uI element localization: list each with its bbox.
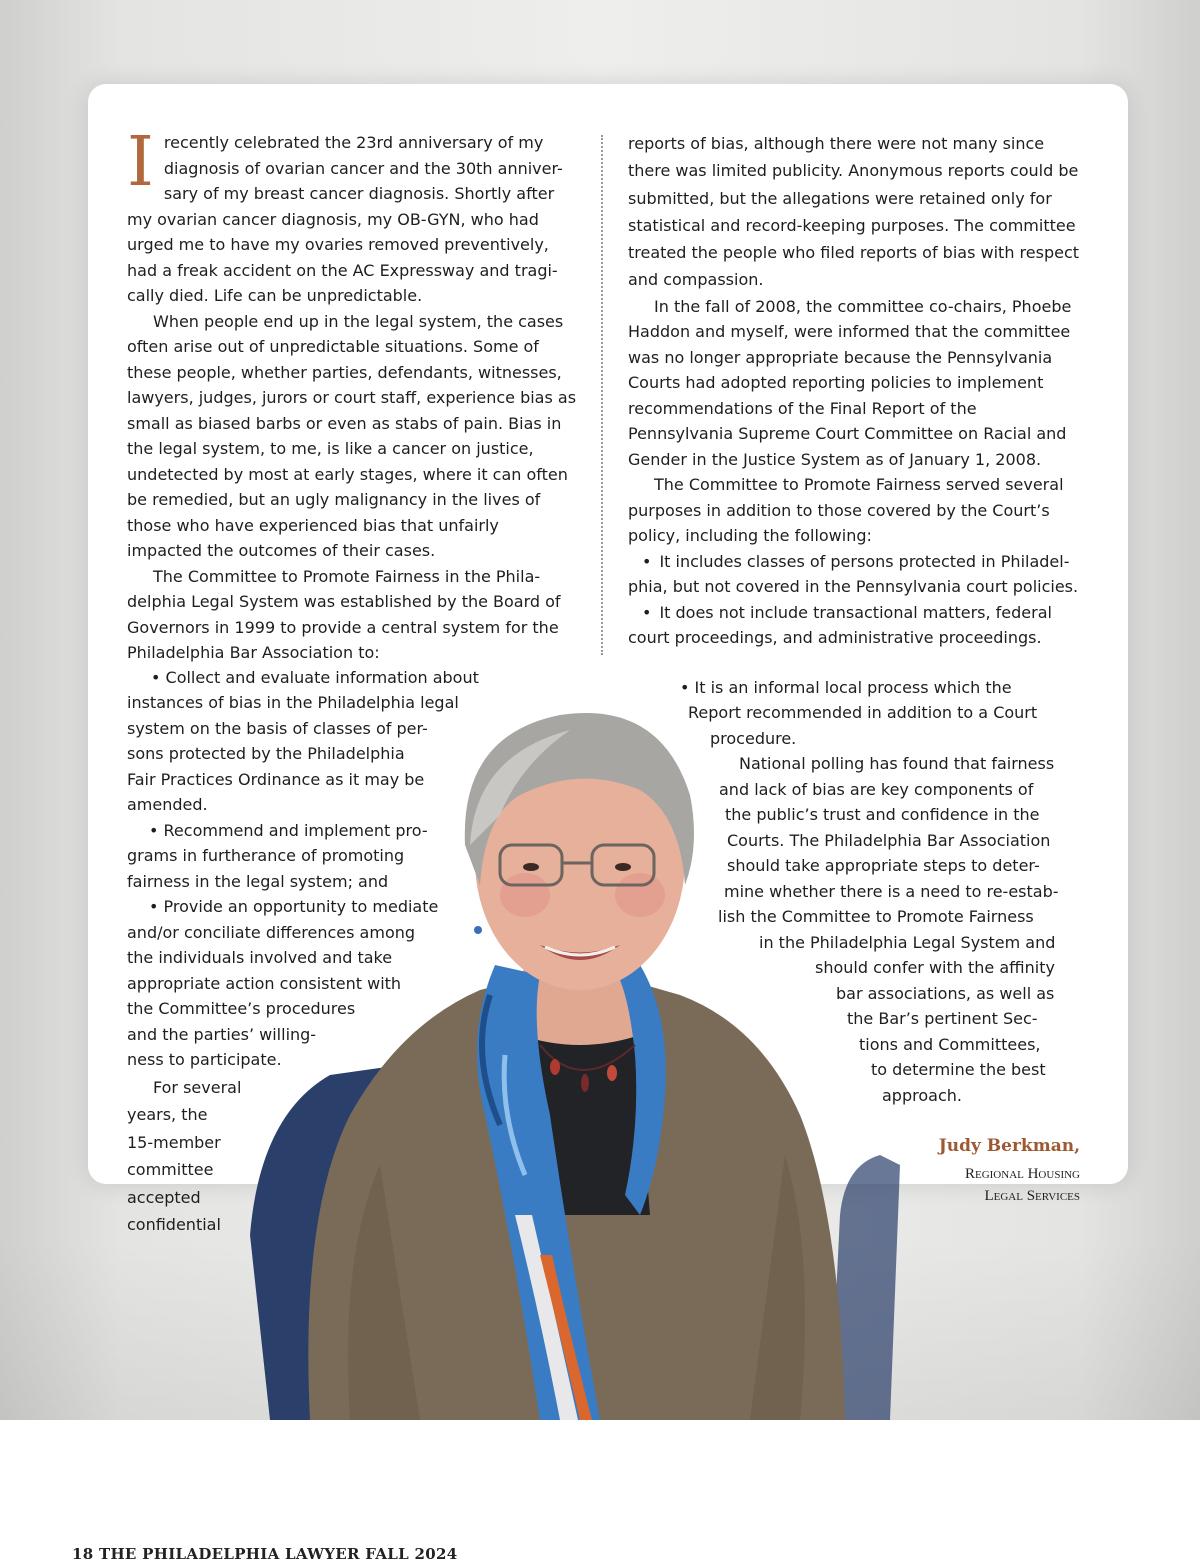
wrap-left-line: amended.: [127, 795, 208, 814]
wrap-left-line: fairness in the legal system; and: [127, 872, 389, 891]
wrap-left-line: • Collect and evaluate information about: [151, 668, 479, 687]
drop-cap: I: [127, 123, 154, 202]
wrap-right-line: should confer with the affinity: [815, 958, 1055, 977]
wrap-right-line: and lack of bias are key components of: [719, 780, 1034, 799]
wrap-left-line: appropriate action consistent with: [127, 974, 402, 993]
wrap-left-line: accepted: [127, 1188, 201, 1207]
wrap-left-line: years, the: [127, 1105, 208, 1124]
wrap-right-line: in the Philadelphia Legal System and: [759, 933, 1056, 952]
wrap-left-line: Fair Practices Ordinance as it may be: [127, 770, 425, 789]
wrap-left-line: and/or conciliate differences among: [127, 923, 416, 942]
wrap-left-line: system on the basis of classes of per-: [127, 719, 428, 738]
article-paragraph-3: The Committee to Promote Fairness in the Phila-delphia Legal System was established by the Board of Governors in 1999 to provide a central system for the Philadelphia Bar Association to:: [127, 566, 561, 662]
article-paragraph-1: Irecently celebrated the 23rd anniversary of my diagnosis of ovarian cancer and the 30th anniver-sary of my breast cancer diagnosis. Shortly after my ovarian cancer diagnosis, my OB-GYN, who had urged me to have my ovaries removed preventively, had a freak accident on the AC Expressway and tragi-cally died. Life can be unpredictable.: [127, 123, 563, 305]
wrap-right-line: the Bar’s pertinent Sec-: [847, 1009, 1038, 1028]
wrap-right-line: Report recommended in addition to a Court: [688, 703, 1038, 722]
wrap-right-line: procedure.: [710, 729, 797, 748]
wrap-right-line: approach.: [882, 1086, 962, 1105]
wrap-right-line: to determine the best: [871, 1060, 1046, 1079]
wrap-left-line: sons protected by the Philadelphia: [127, 744, 405, 763]
wrap-right-line: Courts. The Philadelphia Bar Association: [727, 831, 1051, 850]
article-column-left: [127, 123, 577, 666]
article-paragraph-5: In the fall of 2008, the committee co-chairs, Phoebe Haddon and myself, were informed that the committee was no longer appropriate because the Pennsylvania Courts had adopted reporting policies to implement recommendations of the Final Report of the Pennsylvania Supreme Court Committee on Racial and Gender in the Justice System as of January 1, 2008.: [628, 296, 1072, 469]
page-footer: 18 THE PHILADELPHIA LAWYER FALL 2024: [72, 1545, 458, 1563]
author-name: Judy Berkman,: [938, 1136, 1080, 1156]
wrap-left-line: the individuals involved and take: [127, 948, 393, 967]
author-org-line-1: Regional Housing: [964, 1166, 1080, 1182]
wrap-left-line: 15-member: [127, 1133, 221, 1152]
article-paragraph-4: reports of bias, although there were not many since there was limited publicity. Anonymous reports could be submitted, but the allegations were retained only for statistical and record-keeping purposes. The committee treated the people who filed reports of bias with respect and compassion.: [628, 134, 1080, 290]
wrap-left-line: the Committee’s procedures: [127, 999, 356, 1018]
wrap-left-line: confidential: [127, 1215, 221, 1234]
wrap-left-line: grams in furtherance of promoting: [127, 846, 405, 865]
wrap-left-line: • Provide an opportunity to mediate: [149, 897, 439, 916]
wrap-right-line: National polling has found that fairness: [739, 754, 1055, 773]
column-divider: [601, 135, 603, 655]
bullet-item: • It includes classes of persons protected in Philadel-phia, but not covered in the Pennsylvania court policies.: [628, 551, 1079, 597]
wrap-right-line: mine whether there is a need to re-estab-: [724, 882, 1059, 901]
wrap-left-line: committee: [127, 1160, 214, 1179]
article-paragraph-2: When people end up in the legal system, the cases often arise out of unpredictable situations. Some of these people, whether parties, defendants, witnesses, lawyers, judges, jurors or court staff, experience bias as small as biased barbs or even as stabs of pain. Bias in the legal system, to me, is like a cancer on justice, undetected by most at early stages, where it can often be remedied, but an ugly malignancy in the lives of those who have experienced bias that unfairly impacted the outcomes of their cases.: [127, 311, 577, 560]
author-org-line-2: Legal Services: [984, 1188, 1080, 1204]
wrap-left-line: ness to participate.: [127, 1050, 282, 1069]
wrap-right-line: the public’s trust and confidence in the: [725, 805, 1040, 824]
wrap-left-line: For several: [153, 1078, 242, 1097]
article-column-right: [628, 130, 1080, 651]
wrap-right-line: • It is an informal local process which the: [680, 678, 1012, 697]
wrap-right-line: lish the Committee to Promote Fairness: [718, 907, 1034, 926]
wrap-right-line: bar associations, as well as: [836, 984, 1055, 1003]
wrap-left-line: • Recommend and implement pro-: [149, 821, 428, 840]
wrap-right-line: tions and Committees,: [859, 1035, 1041, 1054]
bullet-item: • It does not include transactional matters, federal court proceedings, and administrative proceedings.: [628, 602, 1052, 648]
author-portrait-photo: [240, 695, 920, 1420]
wrap-right-line: should take appropriate steps to deter-: [727, 856, 1040, 875]
wrap-left-line: instances of bias in the Philadelphia legal: [127, 693, 459, 712]
wrap-left-line: and the parties’ willing-: [127, 1025, 317, 1044]
article-paragraph-6: The Committee to Promote Fairness served several purposes in addition to those covered by the Court’s policy, including the following:: [628, 475, 1064, 546]
